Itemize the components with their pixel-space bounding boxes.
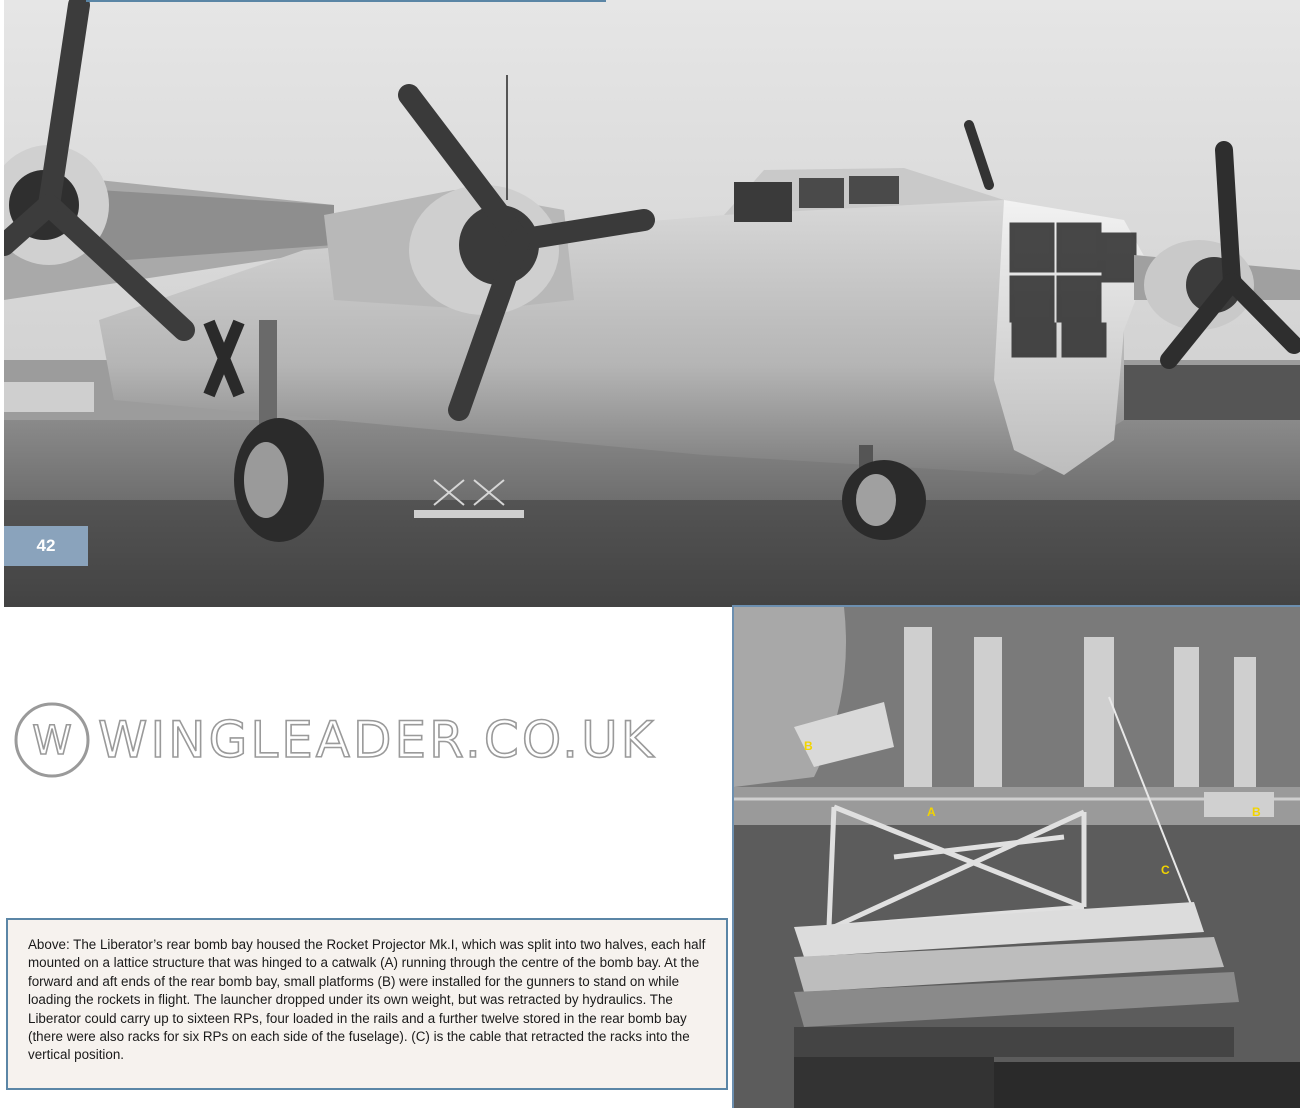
- label-b-right: B: [1252, 805, 1261, 819]
- page-number: 42: [4, 526, 88, 566]
- bomb-bay-illustration: [734, 607, 1300, 1108]
- logo-letter: W: [32, 718, 72, 764]
- label-a: A: [927, 805, 936, 819]
- caption-text: Above: The Liberator’s rear bomb bay housed the Rocket Projector Mk.I, which was split into two halves, each half mounted on a lattice structure that was hinged to a catwalk (A) running through the centre of the bomb bay. At the forward and aft ends of the rear bomb bay, small platforms (B) were installed for the gunners to stand on while loading the rockets in flight. The launcher dropped under its own weight, but was retracted by hydraulics. The Liberator could carry up to sixteen RPs, four loaded in the rails and a further twelve stored in the rear bomb bay (there were also racks for six RPs on each side of the fuselage). (C) is the cable that retracted the racks into the vertical position.: [28, 937, 706, 1063]
- aircraft-photo: [4, 0, 1300, 607]
- bomb-bay-photo: [732, 605, 1300, 1108]
- watermark-text: WINGLEADER.CO.UK: [98, 711, 657, 769]
- top-accent-rule: [86, 0, 606, 2]
- label-b-left: B: [804, 739, 813, 753]
- aircraft-illustration: [4, 0, 1300, 607]
- caption-box: [6, 918, 728, 1090]
- label-c: C: [1161, 863, 1170, 877]
- wingleader-logo-icon: [12, 700, 92, 780]
- watermark: [12, 700, 656, 780]
